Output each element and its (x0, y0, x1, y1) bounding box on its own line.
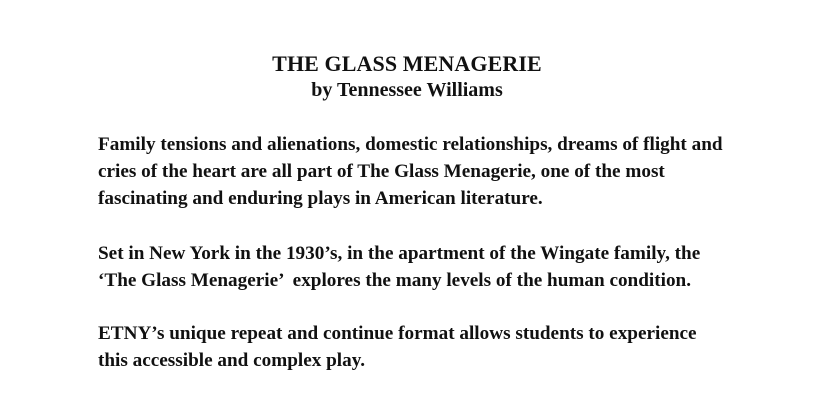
paragraph-line: ETNY’s unique repeat and continue format allows students to experience (98, 323, 697, 344)
paragraph-line: fascinating and enduring plays in American literature. (98, 188, 543, 209)
paragraph-setting (98, 240, 778, 294)
author-byline: by Tennessee Williams (311, 79, 503, 101)
paragraph-intro (98, 131, 778, 212)
paragraph-line: Set in New York in the 1930’s, in the apartment of the Wingate family, the (98, 243, 701, 264)
title-block (0, 50, 814, 102)
paragraph-line: ‘The Glass Menagerie’ explores the many levels of the human condition. (98, 270, 692, 291)
play-title: THE GLASS MENAGERIE (272, 51, 542, 76)
paragraph-line: this accessible and complex play. (98, 350, 366, 371)
paragraph-line: Family tensions and alienations, domestic relationships, dreams of flight and (98, 134, 723, 155)
paragraph-line: cries of the heart are all part of The Glass Menagerie, one of the most (98, 161, 665, 182)
paragraph-format (98, 320, 778, 374)
